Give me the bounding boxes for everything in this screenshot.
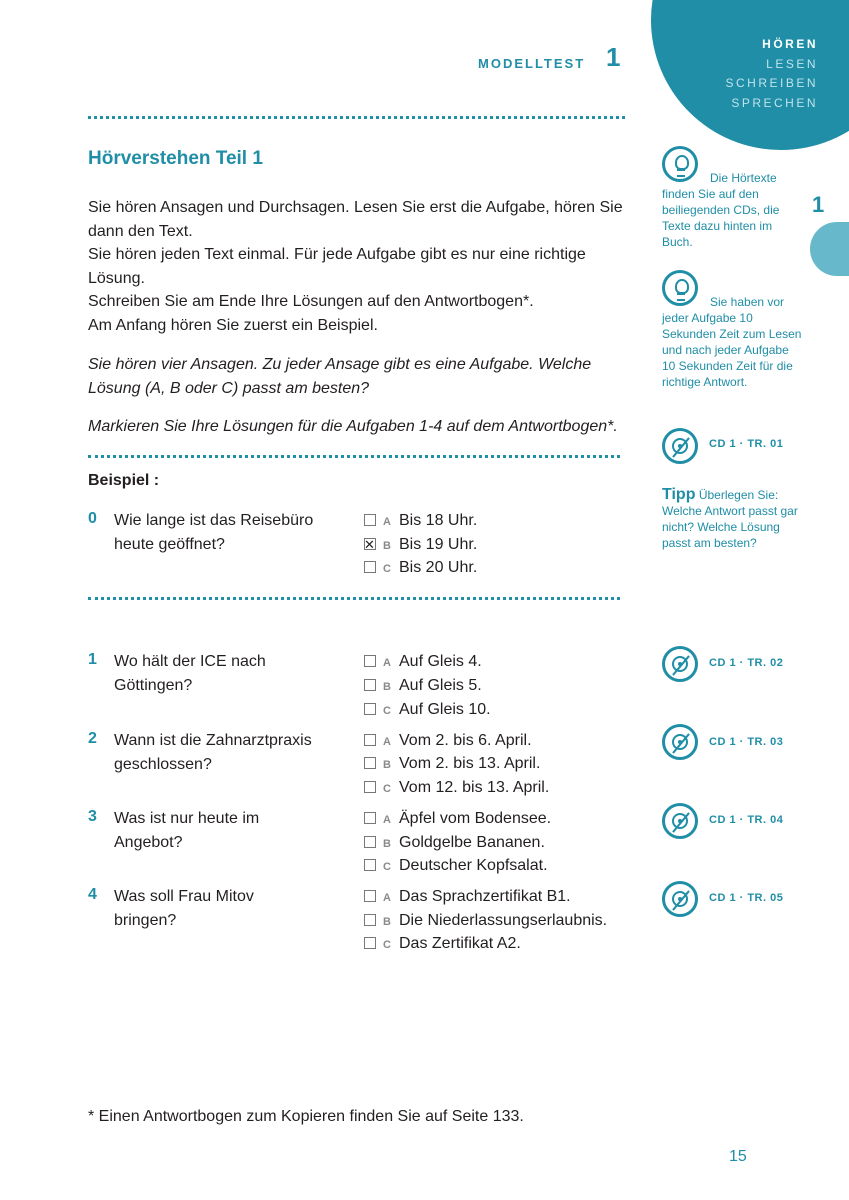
answer-option[interactable] [364, 932, 521, 956]
option-text: Bis 19 Uhr. [399, 536, 478, 553]
option-text: Deutscher Kopfsalat. [399, 857, 548, 874]
intro-line: Am Anfang hören Sie zuerst ein Beispiel. [88, 316, 378, 334]
intro-line: Sie hören jeden Text einmal. Für jede Aufgabe gibt es nur eine richtige Lösung. [88, 246, 586, 287]
option-letter: A [383, 516, 391, 528]
option-letter: C [383, 563, 391, 575]
tipp-text: Überlegen Sie: Welche Antwort passt gar nicht? Welche Lösung passt am besten? [662, 488, 798, 550]
option-text: Bis 18 Uhr. [399, 512, 478, 529]
option-letter: B [383, 759, 391, 771]
cd-icon[interactable] [662, 803, 698, 839]
option-text: Das Sprachzertifikat B1. [399, 888, 571, 905]
modelltest-label: MODELLTEST [478, 56, 586, 71]
cd-icon[interactable] [662, 881, 698, 917]
question-text: Wo hält der ICE nach Göttingen? [114, 653, 266, 694]
answer-option[interactable] [364, 556, 477, 580]
checkbox[interactable] [364, 514, 376, 526]
checkbox[interactable] [364, 757, 376, 769]
cd-icon[interactable] [662, 646, 698, 682]
question-number: 4 [88, 886, 97, 903]
option-letter: A [383, 814, 391, 826]
option-text: Auf Gleis 10. [399, 701, 491, 718]
checkbox[interactable] [364, 859, 376, 871]
test-number: 1 [606, 42, 621, 72]
option-text: Die Niederlassungserlaubnis. [399, 912, 608, 929]
checkbox[interactable] [364, 937, 376, 949]
option-text: Goldgelbe Bananen. [399, 834, 545, 851]
question-number: 3 [88, 808, 97, 825]
instruction-text: Markieren Sie Ihre Lösungen für die Aufgaben 1-4 auf dem Antwortbogen*. [88, 418, 618, 435]
example-label: Beispiel : [88, 472, 160, 489]
answer-option[interactable] [364, 807, 551, 831]
page-number: 15 [729, 1148, 747, 1165]
track-label: CD 1 · TR. 05 [709, 892, 784, 904]
answer-option[interactable] [364, 698, 491, 722]
option-text: Auf Gleis 5. [399, 677, 482, 694]
intro-line: Schreiben Sie am Ende Ihre Lösungen auf den Antwortbogen*. [88, 293, 534, 310]
cd-icon[interactable] [662, 724, 698, 760]
answer-option[interactable] [364, 909, 607, 933]
checkbox[interactable] [364, 914, 376, 926]
option-letter: A [383, 657, 391, 669]
intro-paragraph [88, 196, 628, 337]
option-letter: C [383, 705, 391, 717]
answer-option[interactable] [364, 674, 482, 698]
skills-circle [651, 0, 849, 150]
option-text: Auf Gleis 4. [399, 653, 482, 670]
option-letter: B [383, 681, 391, 693]
question-text: Wann ist die Zahnarztpraxis geschlossen? [114, 732, 312, 773]
answer-option[interactable] [364, 729, 532, 753]
option-letter: C [383, 939, 391, 951]
option-letter: B [383, 838, 391, 850]
divider [88, 116, 625, 119]
section-tab [810, 222, 849, 276]
divider [88, 455, 620, 458]
checkbox[interactable] [364, 655, 376, 667]
track-label: CD 1 · TR. 03 [709, 736, 784, 748]
track-label: CD 1 · TR. 02 [709, 657, 784, 669]
option-text: Vom 2. bis 6. April. [399, 732, 532, 749]
question-text: Wie lange ist das Reisebüro heute geöffnet? [114, 512, 314, 553]
question-number: 2 [88, 730, 97, 747]
instruction-text: Sie hören vier Ansagen. Zu jeder Ansage gibt es eine Aufgabe. Welche Lösung (A, B oder C) passt am besten? [88, 356, 592, 397]
answer-option[interactable] [364, 752, 540, 776]
checkbox[interactable] [364, 703, 376, 715]
checkbox[interactable] [364, 890, 376, 902]
divider [88, 597, 620, 600]
question-text: Was soll Frau Mitov bringen? [114, 888, 254, 929]
option-letter: A [383, 736, 391, 748]
track-label: CD 1 · TR. 01 [709, 438, 784, 450]
option-letter: C [383, 861, 391, 873]
answer-option[interactable] [364, 885, 571, 909]
checkbox[interactable] [364, 836, 376, 848]
skill-schreiben: SCHREIBEN [725, 76, 818, 90]
section-number: 1 [812, 192, 825, 217]
checkbox[interactable] [364, 781, 376, 793]
skill-lesen: LESEN [766, 57, 818, 71]
skill-hoeren: HÖREN [762, 37, 818, 51]
option-letter: B [383, 540, 391, 552]
option-letter: A [383, 892, 391, 904]
cd-icon[interactable] [662, 428, 698, 464]
page-title: Hörverstehen Teil 1 [88, 148, 263, 169]
checkbox[interactable] [364, 561, 376, 573]
track-label: CD 1 · TR. 04 [709, 814, 784, 826]
option-letter: B [383, 916, 391, 928]
answer-option[interactable] [364, 776, 549, 800]
question-text: Was ist nur heute im Angebot? [114, 810, 260, 851]
question-number: 0 [88, 510, 97, 527]
sidebar-note: Die Hörtexte finden Sie auf den beiliegenden CDs, die Texte dazu hinten im Buch. [662, 171, 780, 249]
footnote: * Einen Antwortbogen zum Kopieren finden Sie auf Seite 133. [88, 1108, 524, 1125]
answer-option[interactable] [364, 650, 482, 674]
option-text: Äpfel vom Bodensee. [399, 810, 552, 827]
tipp-label: Tipp [662, 486, 696, 503]
skill-sprechen: SPRECHEN [731, 96, 818, 110]
option-text: Bis 20 Uhr. [399, 559, 478, 576]
option-text: Vom 2. bis 13. April. [399, 755, 541, 772]
option-text: Vom 12. bis 13. April. [399, 779, 550, 796]
tipp-box [662, 487, 802, 551]
sidebar-note: Sie haben vor jeder Aufgabe 10 Sekunden Zeit zum Lesen und nach jeder Aufgabe 10 Sekunden Zeit für die richtige Antwort. [662, 295, 802, 389]
option-letter: C [383, 783, 391, 795]
intro-line: Sie hören Ansagen und Durchsagen. Lesen Sie erst die Aufgabe, hören Sie dann den Text. [88, 199, 623, 240]
checkbox[interactable] [364, 734, 376, 746]
answer-option[interactable] [364, 831, 545, 855]
checkbox[interactable] [364, 812, 376, 824]
answer-option[interactable] [364, 533, 477, 557]
checkbox[interactable] [364, 679, 376, 691]
checked-checkbox[interactable] [364, 538, 376, 550]
question-number: 1 [88, 651, 97, 668]
answer-option[interactable] [364, 854, 548, 878]
option-text: Das Zertifikat A2. [399, 935, 521, 952]
answer-option[interactable] [364, 509, 477, 533]
